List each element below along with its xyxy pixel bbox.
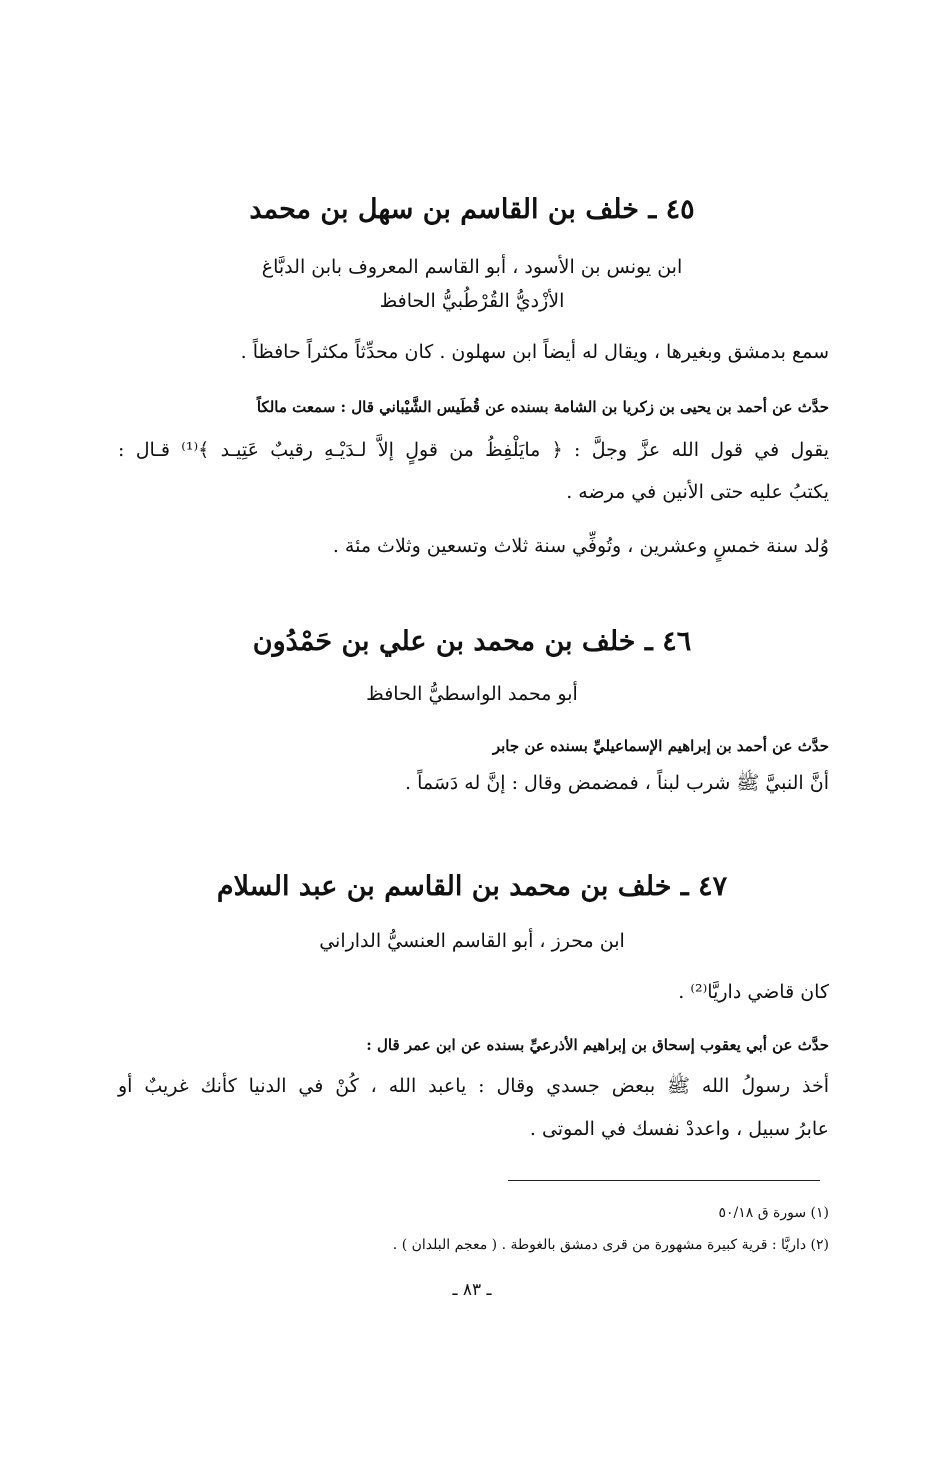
entry-46-hadith: أنَّ النبيَّ ﷺ شرب لبناً ، فمضمض وقال : إنَّ له دَسَماً . bbox=[405, 772, 829, 794]
entry-45-lineage: ابن يونس بن الأسود ، أبو القاسم المعروف بابن الدبَّاغ bbox=[261, 256, 683, 278]
entry-47-lineage: ابن محرز ، أبو القاسم العنسيُّ الداراني bbox=[319, 930, 625, 952]
entry-45-isnad: حدَّث عن أحمد بن يحيى بن زكريا بن الشامة بسنده عن قُطَيس الشَّيْباني قال : سمعت مالكاً bbox=[256, 398, 829, 416]
footnote-2: (٢) داريَّا : قرية كبيرة مشهورة من قرى دمشق بالغوطة . ( معجم البلدان ) . bbox=[392, 1237, 829, 1253]
entry-45-bio: سمع بدمشق وبغيرها ، ويقال له أيضاً ابن سهلون . كان محدِّثاً مكثراً حافظاً . bbox=[240, 341, 829, 363]
entry-47-hadith-line-2: عابرُ سبيل ، واعددْ نفسك في الموتى . bbox=[529, 1118, 829, 1140]
entry-45-nisba: الأزْديُّ القُرْطُبيُّ الحافظ bbox=[379, 290, 565, 312]
entry-45-hadith-line-1: يقول في قول الله عزَّ وجلَّ : ﴿ مايَلْفِظُ من قولٍ إلاَّ لـدَيْـهِ رقيبٌ عَتِيـد ﴾⁽¹⁾ قـال : bbox=[118, 439, 829, 461]
entry-46-kunya: أبو محمد الواسطيُّ الحافظ bbox=[366, 683, 578, 705]
entry-47-isnad: حدَّث عن أبي يعقوب إسحاق بن إبراهيم الأذرعيِّ بسنده عن ابن عمر قال : bbox=[366, 1036, 829, 1054]
entry-45-hadith-line-2: يكتبُ عليه حتى الأنين في مرضه . bbox=[566, 481, 829, 503]
page-number: ـ ٨٣ ـ bbox=[452, 1280, 492, 1300]
footnote-1: (١) سورة ق ٥٠/١٨ bbox=[718, 1205, 829, 1221]
entry-45-dates: وُلد سنة خمسٍ وعشرين ، وتُوفِّي سنة ثلاث وتسعين وثلاث مئة . bbox=[332, 535, 829, 557]
entry-46-title: ٤٦ ـ خلف بن محمد بن علي بن حَمْدُون bbox=[252, 626, 692, 657]
entry-46-isnad: حدَّث عن أحمد بن إبراهيم الإسماعيليِّ بسنده عن جابر bbox=[492, 737, 829, 755]
footnote-separator bbox=[508, 1180, 820, 1181]
entry-47-title: ٤٧ ـ خلف بن محمد بن القاسم بن عبد السلام bbox=[216, 871, 728, 902]
entry-47-hadith-line-1: أخذ رسولُ الله ﷺ ببعض جسدي وقال : ياعبد الله ، كُنْ في الدنيا كأنك غريبٌ أو bbox=[118, 1075, 829, 1097]
entry-47-bio: كان قاضي داريَّا⁽²⁾ . bbox=[678, 981, 829, 1003]
entry-45-title: ٤٥ ـ خلف بن القاسم بن سهل بن محمد bbox=[249, 194, 695, 225]
